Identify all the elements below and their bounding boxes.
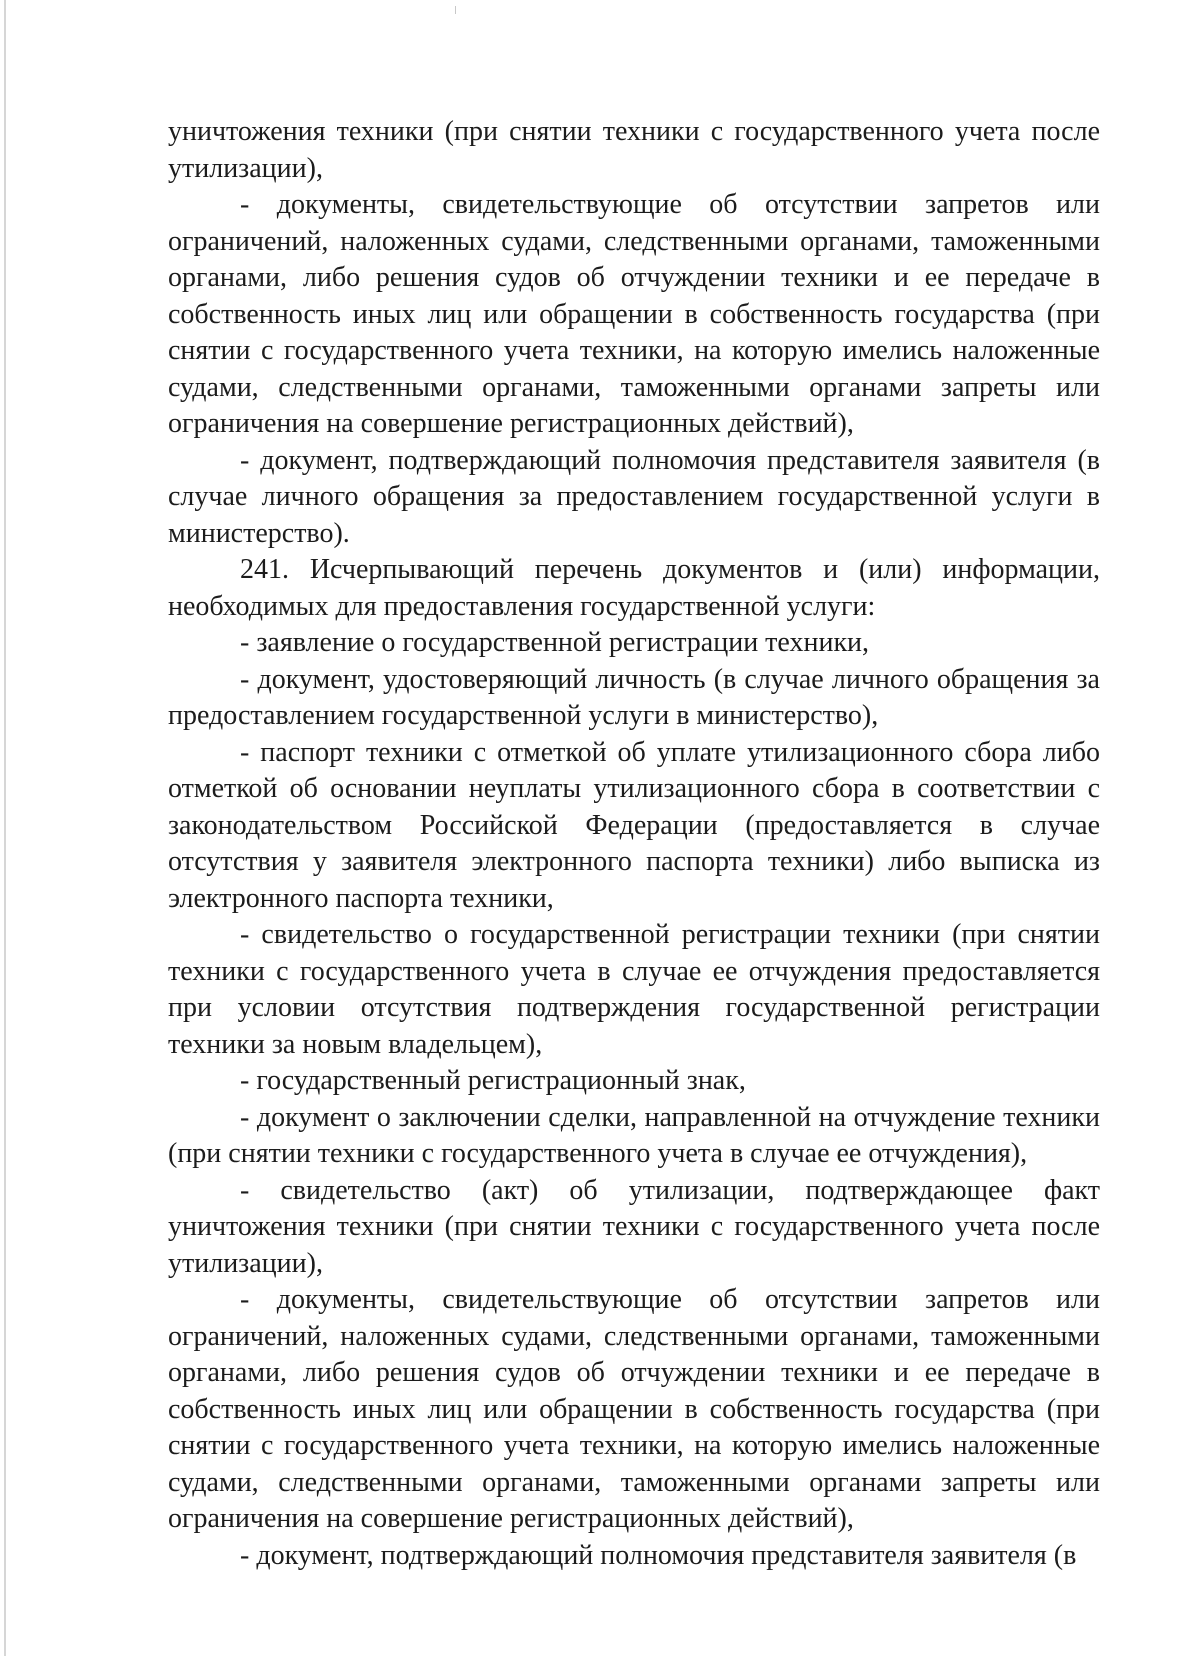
list-item-disposal-certificate: - свидетельство (акт) об утилизации, подтверждающее факт уничтожения техники (при снятии техники с государственного учета после утилизации), bbox=[168, 1174, 1100, 1279]
list-item-registration-application: - заявление о государственной регистрации техники, bbox=[240, 627, 870, 658]
list-item-documents-no-restrictions-2: - документы, свидетельствующие об отсутствии запретов или ограничений, наложенных судами, следственными органами, таможенными органами, либо решения судов об отчуждении техники и ее передаче в собственность иных лиц или обращении в собственность государства (при снятии с государственного учета техники, на которую имелись наложенные судами, следственными органами, таможенными органами запреты или ограничения на совершение регистрационных действий), bbox=[168, 1284, 1100, 1534]
document-body bbox=[168, 114, 1100, 1574]
list-item-transaction-document: - документ о заключении сделки, направленной на отчуждение техники (при снятии техники с государственного учета в случае ее отчуждения), bbox=[168, 1101, 1100, 1169]
list-item-representative-authority-2: - документ, подтверждающий полномочия представителя заявителя (в bbox=[240, 1539, 1077, 1571]
list-item-registration-certificate: - свидетельство о государственной регистрации техники (при снятии техники с государственного учета в случае ее отчуждения предоставляется при условии отсутствия подтверждения государственной регистрации техники за новым владельцем), bbox=[168, 919, 1100, 1060]
list-item-documents-no-restrictions: - документы, свидетельствующие об отсутствии запретов или ограничений, наложенных судами, следственными органами, таможенными органами, либо решения судов об отчуждении техники и ее передаче в собственность иных лиц или обращении в собственность государства (при снятии с государственного учета техники, на которую имелись наложенные судами, следственными органами, таможенными органами запреты или ограничения на совершение регистрационных действий), bbox=[168, 189, 1100, 439]
scan-mark bbox=[455, 6, 456, 14]
scan-edge-line bbox=[4, 0, 6, 1656]
list-item-representative-authority: - документ, подтверждающий полномочия представителя заявителя (в случае личного обращения за предоставлением государственной услуги в министерство). bbox=[168, 444, 1100, 549]
list-item-registration-plate: - государственный регистрационный знак, bbox=[240, 1065, 746, 1096]
list-item-identity-document: - документ, удостоверяющий личность (в случае личного обращения за предоставлением государственной услуги в министерство), bbox=[168, 663, 1100, 731]
paragraph-continued: уничтожения техники (при снятии техники с государственного учета после утилизации), bbox=[168, 116, 1100, 184]
list-item-vehicle-passport: - паспорт техники с отметкой об уплате утилизационного сбора либо отметкой об основании неуплаты утилизационного сбора в соответствии с законодательством Российской Федерации (предоставляется в случае отсутствия у заявителя электронного паспорта техники) либо выписка из электронного паспорта техники, bbox=[168, 736, 1100, 914]
section-241-heading: 241. Исчерпывающий перечень документов и (или) информации, необходимых для предоставления государственной услуги: bbox=[168, 554, 1100, 622]
